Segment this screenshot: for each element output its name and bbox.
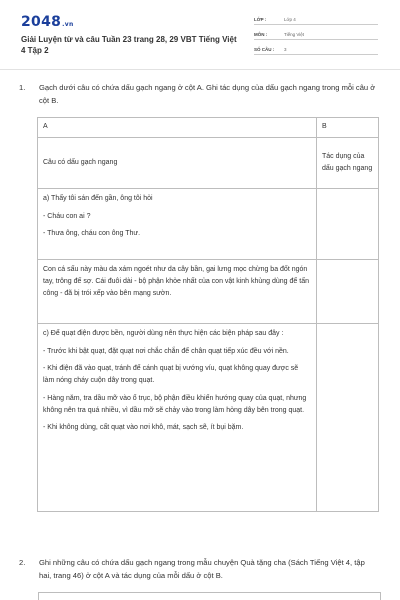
header-divider — [0, 69, 400, 70]
table-2-right-border — [380, 593, 381, 600]
row-c-line: - Khi điện đã vào quạt, tránh để cánh quạt bị vướng víu, quạt không quay được sẽ làm nóng cháy cuộn dây trong quạt. — [43, 365, 299, 384]
meta-subject-key: MÔN : — [254, 32, 268, 37]
meta-count-key: SỐ CÂU : — [254, 47, 275, 52]
meta-count-value: 3 — [284, 47, 287, 52]
row-a-answer-cell[interactable] — [317, 189, 379, 260]
question-1-number: 1. — [19, 83, 26, 92]
table-row — [38, 189, 379, 260]
table-row — [38, 260, 379, 324]
row-c-line: - Hàng năm, tra dầu mỡ vào ổ trục, bộ phận điều khiển hướng quay của quạt, nhưng không nên tra quá nhiều, vì dầu mỡ sẽ chảy vào trong làm hỏng dây bên trong quạt. — [43, 394, 307, 414]
logo-text: 2048 — [21, 14, 62, 30]
answer-table-1 — [37, 117, 379, 512]
site-logo[interactable] — [21, 14, 74, 30]
row-b-answer-cell[interactable] — [317, 260, 379, 324]
table-column-labels — [38, 118, 379, 138]
page-header — [0, 0, 400, 72]
meta-class-value: Lớp 4 — [284, 17, 296, 22]
document-title: Giải Luyện từ và câu Tuần 23 trang 28, 29 VBT Tiếng Việt 4 Tập 2 — [21, 35, 237, 55]
row-c-line: - Khi không dùng, cất quạt vào nơi khô, mát, sạch sẽ, ít bụi bặm. — [43, 424, 244, 431]
meta-class-key: LỚP : — [254, 17, 267, 22]
meta-subject-value: Tiếng Việt — [284, 32, 305, 37]
table-header-row — [38, 138, 379, 189]
row-a-line: a) Thấy tôi sán đến gần, ông tôi hỏi — [43, 195, 153, 202]
table-2-left-border — [38, 593, 39, 600]
row-a-cell — [38, 189, 317, 260]
row-a-line: - Thưa ông, cháu con ông Thư. — [43, 230, 141, 237]
meta-class-row — [254, 13, 378, 25]
logo-suffix: .vn — [62, 21, 74, 28]
meta-count-row — [254, 43, 378, 55]
column-b-header: Tác dụng của dấu gạch ngang — [317, 138, 379, 189]
question-2-number: 2. — [19, 558, 26, 567]
row-c-line: c) Để quạt điện được bền, người dùng nên thực hiện các biện pháp sau đây : — [43, 330, 284, 337]
row-b-text: Con cá sấu này màu da xám ngoét như da cây bần, gai lưng mọc chừng ba đốt ngón tay, trông đế sợ. Cái đuôi dài - bộ phận khỏe nhất của con vật kinh khủng dùng để tấn công - đã bị trói xếp vào bên mạng sườn. — [43, 266, 309, 297]
question-2-text: Ghi những câu có chứa dấu gạch ngang trong mẫu chuyện Quà tặng cha (Sách Tiếng Việt 4, tập hai, trang 46) ở cột A và tác dụng của mỗi dấu ở cột B. — [39, 558, 365, 580]
column-b-label: B — [317, 118, 379, 138]
answer-table-2 — [38, 592, 381, 600]
meta-subject-row — [254, 28, 378, 40]
table-row — [38, 324, 379, 512]
row-c-answer-cell[interactable] — [317, 324, 379, 512]
question-1-text: Gạch dưới câu có chứa dấu gạch ngang ở cột A. Ghi tác dụng của dấu gạch ngang trong mỗi câu ở cột B. — [39, 83, 376, 105]
column-a-label: A — [38, 118, 317, 138]
row-b-cell — [38, 260, 317, 324]
row-c-line: - Trước khi bật quạt, đặt quạt nơi chắc chắn để chân quạt tiếp xúc đều với nền. — [43, 347, 289, 355]
row-a-line: - Cháu con ai ? — [43, 212, 91, 220]
row-c-cell — [38, 324, 317, 512]
column-a-header: Câu có dấu gạch ngang — [38, 138, 317, 189]
